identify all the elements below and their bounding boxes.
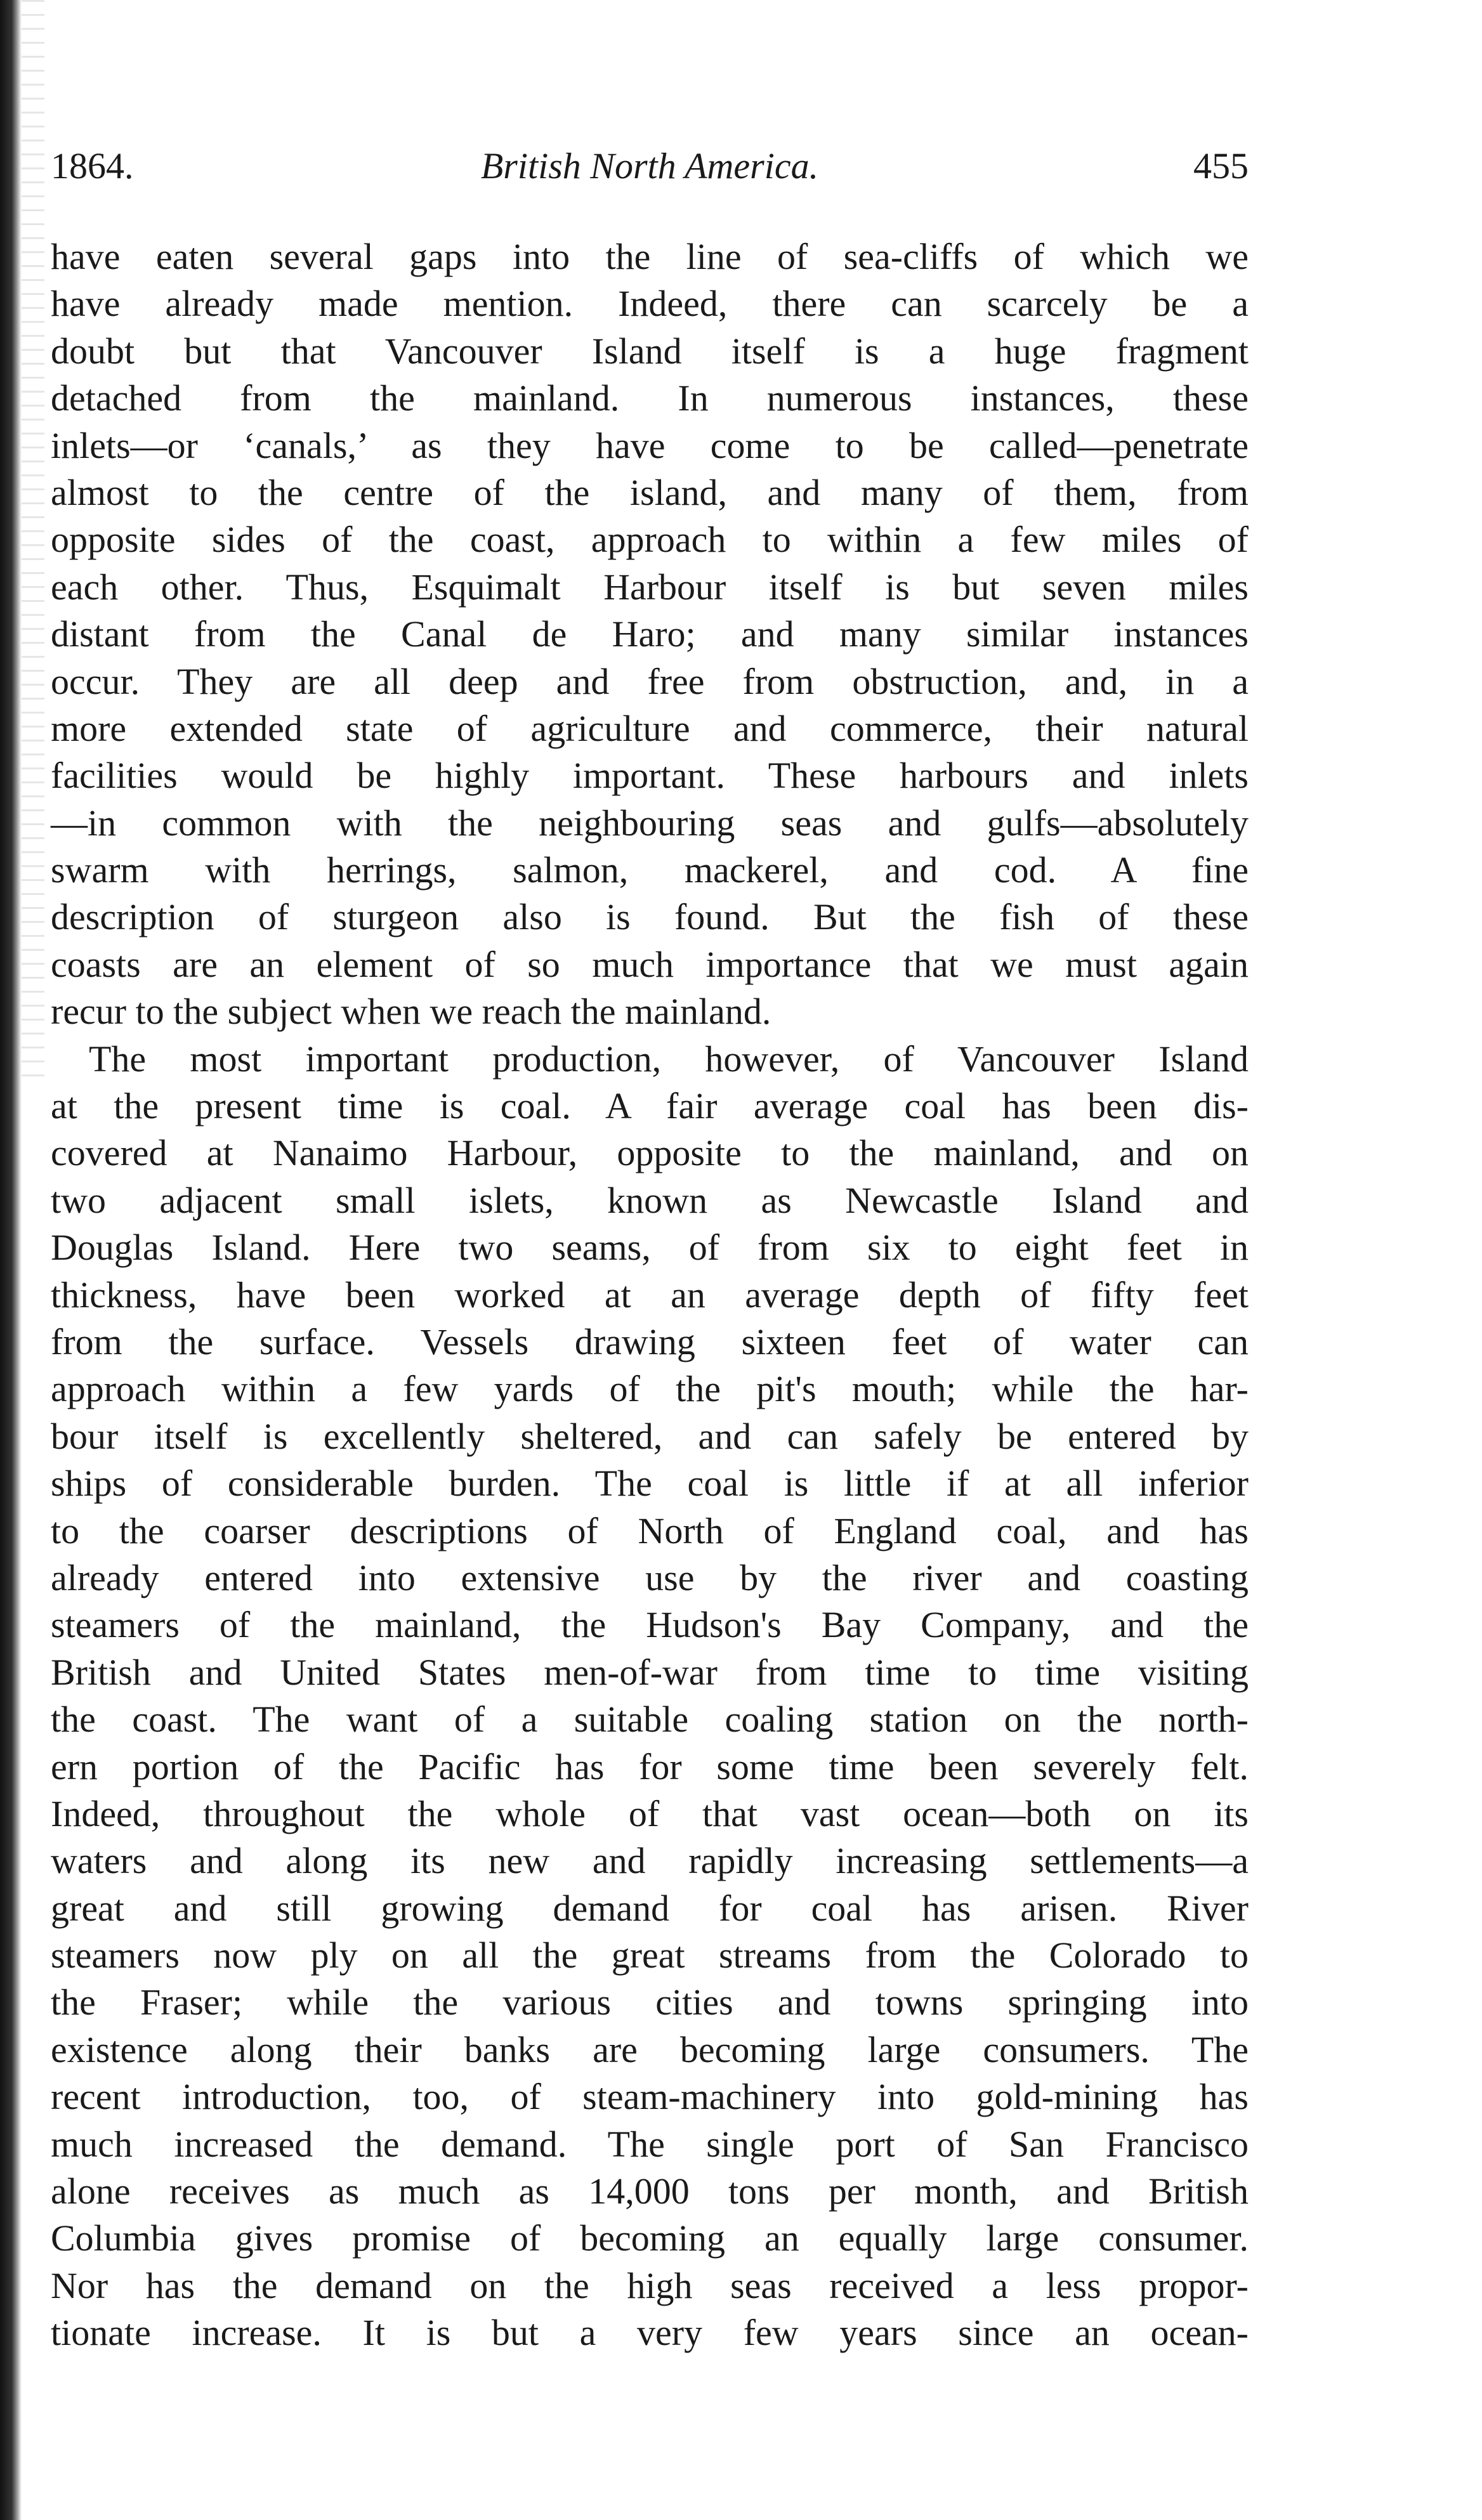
text-line: steamers of the mainland, the Hudson's Bay Company, and the xyxy=(51,1604,1249,1646)
text-line: swarm with herrings, salmon, mackerel, and cod. A fine xyxy=(51,849,1249,891)
text-line: to the coarser descriptions of North of England coal, and has xyxy=(51,1510,1249,1551)
text-line: existence along their banks are becoming large consumers. The xyxy=(51,2028,1249,2070)
running-head xyxy=(51,141,1249,192)
binding-edge xyxy=(0,0,22,2520)
text-line: steamers now ply on all the great streams from the Colorado to xyxy=(51,1935,1249,1976)
text-line: occur. They are all deep and free from obstruction, and, in a xyxy=(51,660,1249,702)
text-line: great and still growing demand for coal has arisen. River xyxy=(51,1887,1249,1929)
text-line: ern portion of the Pacific has for some time been severely felt. xyxy=(51,1746,1249,1787)
text-line: ships of considerable burden. The coal is little if at all inferior xyxy=(51,1463,1249,1505)
text-line: Nor has the demand on the high seas received a less propor- xyxy=(51,2264,1249,2306)
header-title: British North America. xyxy=(480,145,819,186)
text-line: each other. Thus, Esquimalt Harbour itself is but seven miles xyxy=(51,566,1249,608)
text-line: description of sturgeon also is found. But the fish of these xyxy=(51,896,1249,938)
text-line: Indeed, throughout the whole of that vast ocean—both on its xyxy=(51,1792,1249,1834)
text-line: Columbia gives promise of becoming an equally large consumer. xyxy=(51,2217,1249,2259)
text-line: from the surface. Vessels drawing sixteen feet of water can xyxy=(51,1321,1249,1362)
text-line: tionate increase. It is but a very few years since an ocean- xyxy=(51,2312,1249,2354)
text-line: two adjacent small islets, known as Newcastle Island and xyxy=(51,1179,1249,1221)
text-line: the Fraser; while the various cities and towns springing into xyxy=(51,1981,1249,2023)
text-line: more extended state of agriculture and commerce, their natural xyxy=(51,707,1249,749)
text-line: British and United States men-of-war from time to time visiting xyxy=(51,1651,1249,1693)
text-line: Douglas Island. Here two seams, of from six to eight feet in xyxy=(51,1227,1249,1269)
text-line: detached from the mainland. In numerous instances, these xyxy=(51,377,1249,419)
text-line: The most important production, however, of Vancouver Island xyxy=(89,1038,1249,1080)
text-line: waters and along its new and rapidly increasing settlements—a xyxy=(51,1840,1249,1882)
text-line: alone receives as much as 14,000 tons per month, and British xyxy=(51,2171,1249,2212)
text-line: bour itself is excellently sheltered, and can safely be entered by xyxy=(51,1415,1249,1457)
text-line: inlets—or ‘canals,’ as they have come to be called—penetrate xyxy=(51,424,1249,466)
text-line: coasts are an element of so much importance that we must again xyxy=(51,943,1249,985)
text-line: doubt but that Vancouver Island itself is a huge fragment xyxy=(51,330,1249,372)
text-line: facilities would be highly important. These harbours and inlets xyxy=(51,755,1249,797)
text-line: thickness, have been worked at an average depth of fifty feet xyxy=(51,1274,1249,1315)
text-line: have eaten several gaps into the line of sea-cliffs of which we xyxy=(51,236,1249,277)
text-line: recent introduction, too, of steam-machinery into gold-mining has xyxy=(51,2076,1249,2118)
text-line: opposite sides of the coast, approach to within a few miles of xyxy=(51,519,1249,561)
text-line: much increased the demand. The single port of San Francisco xyxy=(51,2123,1249,2165)
text-line: almost to the centre of the island, and many of them, from xyxy=(51,471,1249,513)
text-line: the coast. The want of a suitable coaling station on the north- xyxy=(51,1699,1249,1740)
page-number: 455 xyxy=(1193,145,1249,186)
text-line: at the present time is coal. A fair average coal has been dis- xyxy=(51,1085,1249,1127)
body-text xyxy=(51,233,1249,2357)
text-line: recur to the subject when we reach the mainland. xyxy=(51,991,771,1033)
text-line: already entered into extensive use by the river and coasting xyxy=(51,1557,1249,1598)
header-year: 1864. xyxy=(51,145,134,186)
binding-shadow xyxy=(22,0,44,1078)
text-line: have already made mention. Indeed, there can scarcely be a xyxy=(51,283,1249,325)
text-line: covered at Nanaimo Harbour, opposite to the mainland, and on xyxy=(51,1132,1249,1174)
text-line: —in common with the neighbouring seas and gulfs—absolutely xyxy=(51,802,1249,844)
text-line: distant from the Canal de Haro; and many similar instances xyxy=(51,613,1249,655)
text-line: approach within a few yards of the pit's mouth; while the har- xyxy=(51,1368,1249,1410)
